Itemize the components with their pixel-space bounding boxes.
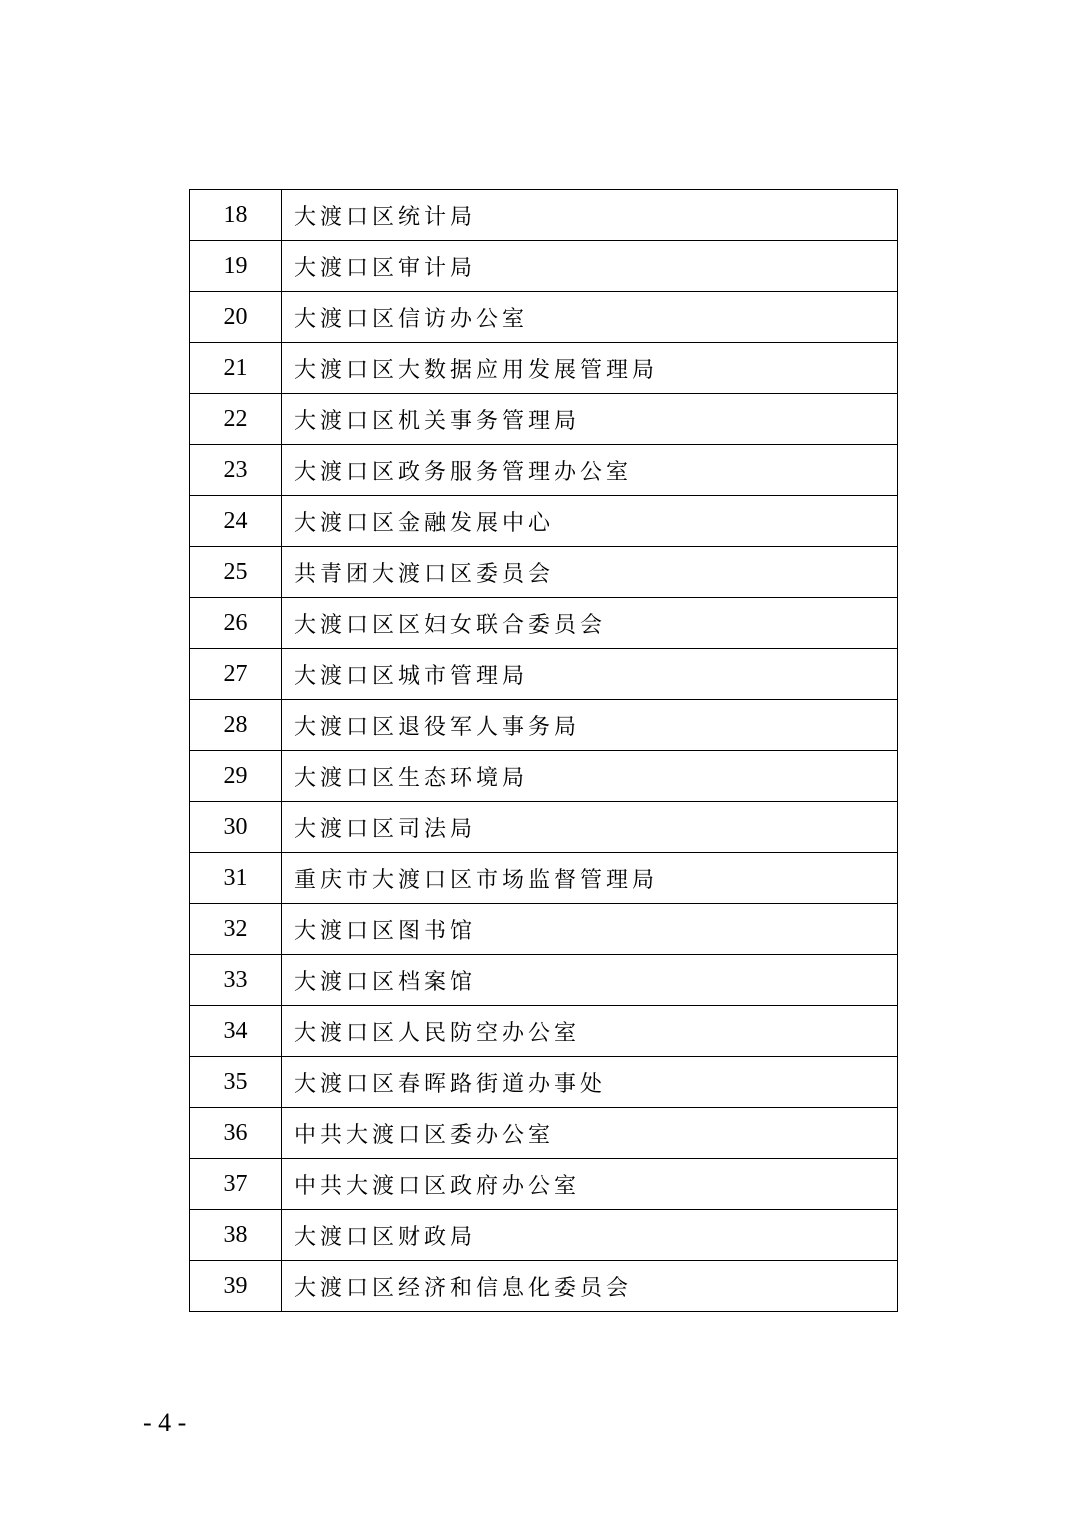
row-number: 37	[190, 1159, 282, 1210]
organization-name: 重庆市大渡口区市场监督管理局	[282, 853, 898, 904]
organization-name: 大渡口区政务服务管理办公室	[282, 445, 898, 496]
organization-name: 大渡口区财政局	[282, 1210, 898, 1261]
row-number: 20	[190, 292, 282, 343]
table-row	[190, 1057, 898, 1108]
row-number: 33	[190, 955, 282, 1006]
row-number: 28	[190, 700, 282, 751]
table-row	[190, 649, 898, 700]
row-number: 27	[190, 649, 282, 700]
organization-name: 大渡口区区妇女联合委员会	[282, 598, 898, 649]
row-number: 18	[190, 190, 282, 241]
row-number: 25	[190, 547, 282, 598]
table-row	[190, 190, 898, 241]
row-number: 21	[190, 343, 282, 394]
row-number: 31	[190, 853, 282, 904]
table-row	[190, 904, 898, 955]
table-row	[190, 802, 898, 853]
organization-name: 共青团大渡口区委员会	[282, 547, 898, 598]
table-row	[190, 394, 898, 445]
organization-name: 大渡口区统计局	[282, 190, 898, 241]
organization-name: 大渡口区档案馆	[282, 955, 898, 1006]
table-row	[190, 496, 898, 547]
row-number: 24	[190, 496, 282, 547]
table-row	[190, 1108, 898, 1159]
table-row	[190, 1261, 898, 1312]
organization-name: 大渡口区生态环境局	[282, 751, 898, 802]
organization-name: 大渡口区图书馆	[282, 904, 898, 955]
table-row	[190, 598, 898, 649]
table-row	[190, 1159, 898, 1210]
table-row	[190, 547, 898, 598]
organization-name: 大渡口区信访办公室	[282, 292, 898, 343]
table-row	[190, 1210, 898, 1261]
organization-name: 大渡口区金融发展中心	[282, 496, 898, 547]
organization-table	[189, 189, 898, 1312]
table-row	[190, 955, 898, 1006]
row-number: 26	[190, 598, 282, 649]
table-body	[190, 190, 898, 1312]
row-number: 38	[190, 1210, 282, 1261]
table-row	[190, 445, 898, 496]
table-row	[190, 241, 898, 292]
row-number: 23	[190, 445, 282, 496]
table-row	[190, 292, 898, 343]
row-number: 34	[190, 1006, 282, 1057]
organization-name: 大渡口区大数据应用发展管理局	[282, 343, 898, 394]
table-row	[190, 343, 898, 394]
row-number: 29	[190, 751, 282, 802]
organization-name: 大渡口区经济和信息化委员会	[282, 1261, 898, 1312]
organization-name: 大渡口区人民防空办公室	[282, 1006, 898, 1057]
organization-name: 大渡口区机关事务管理局	[282, 394, 898, 445]
row-number: 36	[190, 1108, 282, 1159]
table-row	[190, 700, 898, 751]
organization-name: 中共大渡口区政府办公室	[282, 1159, 898, 1210]
table-row	[190, 751, 898, 802]
page-number: - 4 -	[143, 1408, 187, 1437]
row-number: 22	[190, 394, 282, 445]
row-number: 32	[190, 904, 282, 955]
organization-name: 中共大渡口区委办公室	[282, 1108, 898, 1159]
row-number: 35	[190, 1057, 282, 1108]
row-number: 30	[190, 802, 282, 853]
organization-name: 大渡口区审计局	[282, 241, 898, 292]
table-row	[190, 1006, 898, 1057]
row-number: 39	[190, 1261, 282, 1312]
organization-name: 大渡口区司法局	[282, 802, 898, 853]
organization-name: 大渡口区春晖路街道办事处	[282, 1057, 898, 1108]
table-row	[190, 853, 898, 904]
row-number: 19	[190, 241, 282, 292]
organization-name: 大渡口区城市管理局	[282, 649, 898, 700]
organization-name: 大渡口区退役军人事务局	[282, 700, 898, 751]
